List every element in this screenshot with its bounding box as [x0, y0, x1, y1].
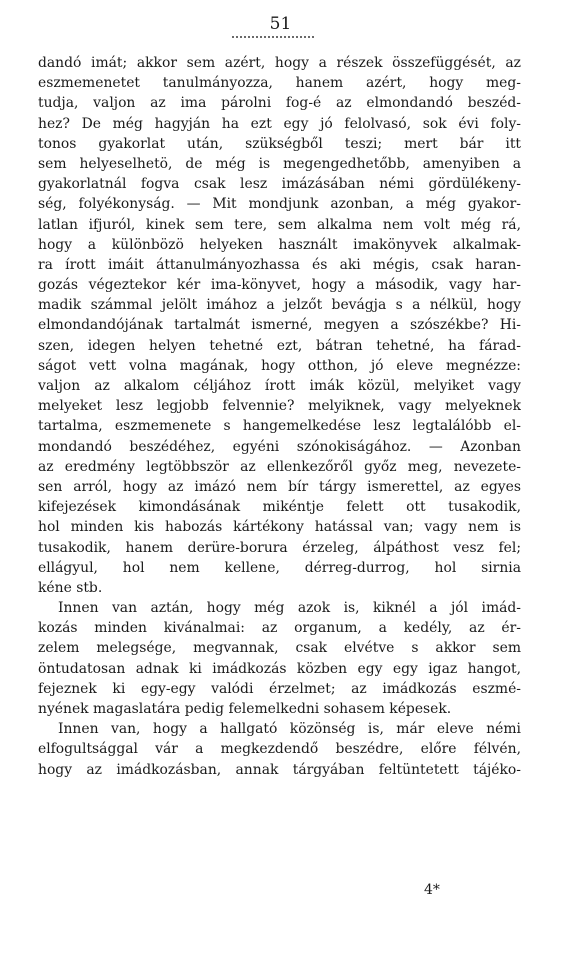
text-line: hez? De még hagyján ha ezt egy jó felolvasó, sok évi foly-	[38, 115, 521, 132]
text-line: dandó imát; akkor sem azért, hogy a részek összefüggését, az	[38, 55, 521, 71]
text-line: fejeznek ki egy-egy valódi érzelmet; az imádkozás eszmé-	[38, 680, 521, 697]
text-line: Innen van aztán, hogy még azok is, kiknél a jól imád-	[58, 600, 521, 617]
body-text	[38, 53, 521, 780]
text-line: zelem melegsége, megvannak, csak elvétve s akkor sem	[38, 640, 521, 657]
text-line: tudja, valjon az ima párolni fog-é az elmondandó beszéd-	[38, 95, 521, 112]
text-line: ságot vett volna magának, hogy otthon, jó eleve megnézze:	[38, 357, 521, 374]
text-line: valjon az alkalom céljához írott imák közül, melyiket vagy	[38, 378, 521, 394]
text-line: madik számmal jelölt imához a jelzőt bevágja s a nélkül, hogy	[38, 297, 521, 314]
text-line: gyakorlatnál fogva csak lesz imázásában némi gördülékeny-	[38, 176, 521, 193]
text-line: melyeket lesz legjobb felvennie? melyiknek, vagy melyeknek	[38, 398, 521, 415]
text-line: mondandó beszédéhez, egyéni szónokiságához. — Azonban	[38, 438, 521, 455]
text-line: tusakodik, hanem derüre-borura érzeleg, álpáthost vesz fel;	[38, 539, 521, 556]
text-line: Innen van, hogy a hallgató közönség is, már eleve némi	[58, 721, 521, 738]
text-line: ség, folyékonyság. — Mit mondjunk azonban, a még gyakor-	[38, 196, 521, 213]
text-line: öntudatosan adnak ki imádkozás közben egy egy igaz hangot,	[38, 660, 521, 677]
text-line: nyének magaslatára pedig felemelkedni sohasem képesek.	[38, 701, 452, 717]
text-line: kéne stb.	[38, 579, 103, 596]
text-line: szen, idegen helyen tehetné ezt, bátran tehetné, ha fárad-	[38, 337, 521, 354]
text-line: tartalma, eszmemenete s hangemelkedése lesz legtalálóbb el-	[38, 418, 521, 435]
text-line: elmondandójának tartalmát ismerné, megyen a szószékbe? Hi-	[38, 317, 521, 334]
signature-mark: 4*	[424, 882, 440, 898]
text-line: eszmemenetet tanulmányozza, hanem azért, hogy meg-	[38, 75, 521, 92]
text-line: sen arról, hogy az imázó nem bír tárgy ismerettel, az egyes	[38, 478, 521, 495]
text-line: kifejezések kimondásának mikéntje felett ott tusakodik,	[38, 499, 521, 516]
text-line: latlan ifjuról, kinek sem tere, sem alkalma nem volt még rá,	[38, 216, 521, 233]
text-line: hogy a különbözö helyeken használt imakönyvek alkalmak-	[38, 236, 521, 253]
text-line: elfogultsággal vár a megkezdendő beszédre, előre félvén,	[38, 741, 521, 758]
text-line: hogy az imádkozásban, annak tárgyában feltüntetett tájéko-	[38, 761, 521, 778]
text-line: tonos gyakorlat után, szükségből teszi; mert bár itt	[38, 135, 521, 152]
text-line: az eredmény legtöbbször az ellenkezőről győz meg, nevezete-	[38, 458, 521, 475]
page-number-rule	[232, 36, 314, 38]
text-line: sem helyeselhetö, de még is megengedhetőbb, amenyiben a	[38, 155, 521, 172]
page-number: 51	[269, 14, 292, 34]
text-line: hol minden kis habozás kártékony hatással van; vagy nem is	[38, 519, 521, 536]
text-line: kozás minden kivánalmai: az organum, a kedély, az ér-	[38, 620, 521, 637]
text-line: gozás végeztekor kér ima-könyvet, hogy a második, vagy har-	[38, 277, 521, 294]
text-line: ra írott imáit áttanulmányozhassa és aki mégis, csak haran-	[38, 256, 521, 273]
text-line: ellágyul, hol nem kellene, dérreg-durrog, hol sirnia	[38, 559, 521, 576]
